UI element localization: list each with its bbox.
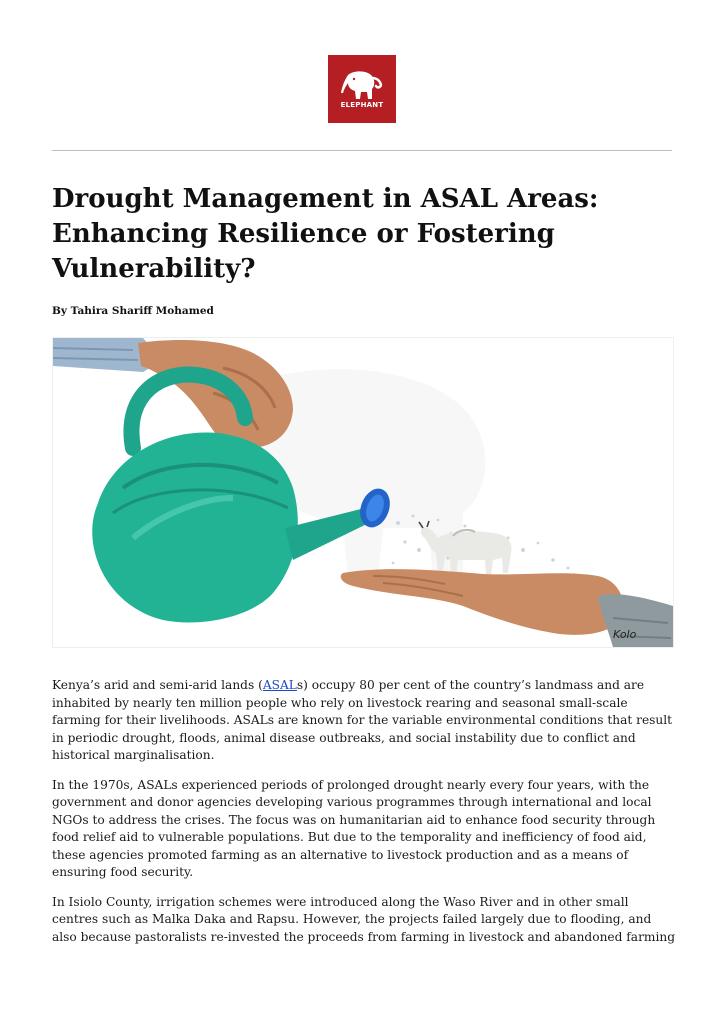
header-divider xyxy=(52,150,672,151)
elephant-icon xyxy=(340,69,384,103)
paragraph-2: In the 1970s, ASALs experienced periods of prolonged drought nearly every four years, with the government and donor agencies developing various programmes through international and local NGOs to address the crises. The focus was on humanitarian aid to enhance food security through food relief aid to vulnerable populations. But due to the temporality and inefficiency of food aid, these agencies promoted farming as an alternative to livestock production and as a means of ensuring food security. xyxy=(52,777,656,879)
article-title: Drought Management in ASAL Areas: Enhancing Resilience or Fostering Vulnerability? xyxy=(52,184,599,284)
logo-wordmark: ELEPHANT xyxy=(340,101,384,109)
article-byline: By Tahira Shariff Mohamed xyxy=(52,305,214,317)
article-body xyxy=(52,677,677,958)
asal-link[interactable]: ASAL xyxy=(262,678,297,692)
hero-illustration xyxy=(52,337,674,648)
elephant-logo[interactable] xyxy=(328,55,396,123)
paragraph-1: Kenya’s arid and semi-arid lands (ASALs) occupy 80 per cent of the country’s landmass and are inhabited by nearly ten million people who rely on livestock rearing and seasonal small-scale farming for their livelihoods. ASALs are known for the variable environmental conditions that result in periodic drought, floods, animal disease outbreaks, and social instability due to conflict and historical marginalisation. xyxy=(52,678,673,762)
paragraph-3: In Isiolo County, irrigation schemes were introduced along the Waso River and in other small centres such as Malka Daka and Rapsu. However, the projects failed largely due to flooding, and also because pastoralists re-invested the proceeds from farming in livestock and abandoned farming xyxy=(52,894,676,944)
artist-signature: Kolo xyxy=(613,628,637,641)
